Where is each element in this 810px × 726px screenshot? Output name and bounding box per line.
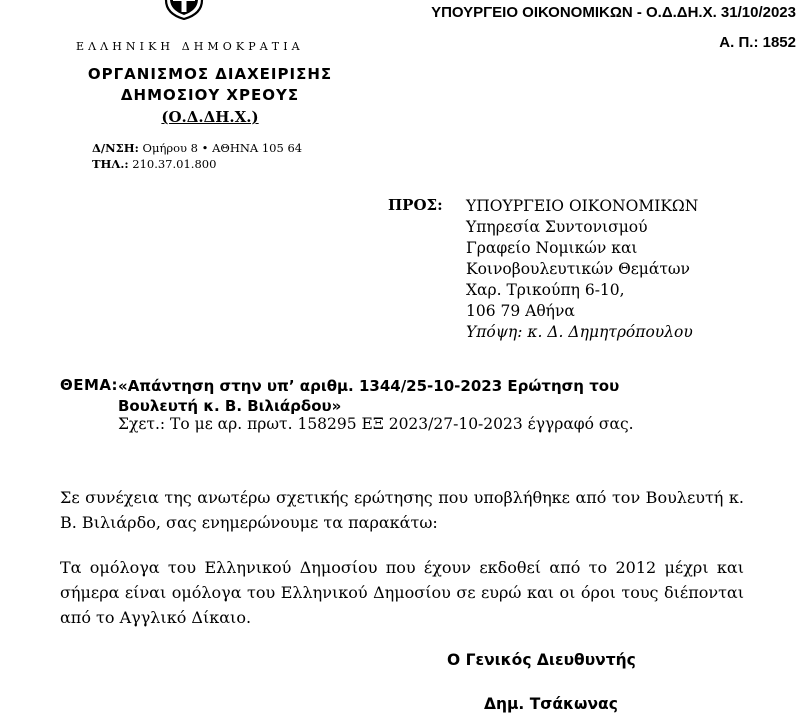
subject-text: «Απάντηση στην υπ’ αριθμ. 1344/25-10-2023 Ερώτηση του Βουλευτή κ. Β. Βιλιάρδου» bbox=[118, 377, 620, 415]
address-label: Δ/ΝΣΗ: bbox=[92, 141, 139, 155]
phone-label: ΤΗΛ.: bbox=[92, 157, 129, 171]
sender-address bbox=[92, 141, 302, 155]
document-date-line: ΥΠΟΥΡΓΕΙΟ ΟΙΚΟΝΟΜΙΚΩΝ - Ο.Δ.ΔΗ.Χ. 31/10/2023 bbox=[431, 4, 796, 21]
subject-reference: Σχετ.: Το με αρ. πρωτ. 158295 ΕΞ 2023/27-10-2023 έγγραφό σας. bbox=[118, 415, 634, 433]
body-paragraph: Τα ομόλογα του Ελληνικού Δημοσίου που έχουν εκδοθεί από το 2012 μέχρι και σήμερα είναι ομόλογα του Ελληνικού Δημοσίου σε ευρώ και οι όροι τους διέπονται από το Αγγλικό Δίκαιο. bbox=[60, 558, 744, 627]
organization-name-line2: ΔΗΜΟΣΙΟΥ ΧΡΕΟΥΣ bbox=[120, 86, 300, 104]
organization-abbreviation: (Ο.Δ.ΔΗ.Χ.) bbox=[161, 108, 259, 126]
recipient-line: Κοινοβουλευτικών Θεμάτων bbox=[466, 260, 690, 278]
address-value: Ομήρου 8 • ΑΘΗΝΑ 105 64 bbox=[138, 141, 303, 155]
republic-heading: ΕΛΛΗΝΙΚΗ ΔΗΜΟΚΡΑΤΙΑ bbox=[76, 40, 304, 53]
signature-name: Δημ. Τσάκωνας bbox=[484, 695, 618, 713]
recipient-line: Γραφείο Νομικών και bbox=[466, 239, 638, 257]
recipient-block bbox=[466, 196, 698, 343]
recipient-line: Χαρ. Τρικούπη 6-10, bbox=[466, 281, 625, 299]
recipient-line: Υπηρεσία Συντονισμού bbox=[466, 218, 648, 236]
recipient-line: ΥΠΟΥΡΓΕΙΟ ΟΙΚΟΝΟΜΙΚΩΝ bbox=[466, 197, 699, 215]
phone-value: 210.37.01.800 bbox=[128, 157, 217, 171]
body-paragraph: Σε συνέχεια της ανωτέρω σχετικής ερώτησης που υποβλήθηκε από τον Βουλευτή κ. Β. Βιλιάρδο, σας ενημερώνουμε τα παρακάτω: bbox=[60, 488, 744, 532]
organization-name-line1: ΟΡΓΑΝΙΣΜΟΣ ΔΙΑΧΕΙΡΙΣΗΣ bbox=[87, 65, 333, 83]
recipient-attention: Υπόψη: κ. Δ. Δημητρόπουλου bbox=[466, 323, 693, 341]
recipient-label: ΠΡΟΣ: bbox=[388, 196, 443, 214]
signature-title: Ο Γενικός Διευθυντής bbox=[447, 651, 636, 669]
subject-label: ΘΕΜΑ: bbox=[60, 376, 119, 394]
protocol-number: Α. Π.: 1852 bbox=[719, 34, 796, 51]
greek-coat-of-arms-icon bbox=[163, 0, 205, 20]
sender-phone bbox=[92, 157, 216, 171]
recipient-line: 106 79 Αθήνα bbox=[466, 302, 575, 320]
